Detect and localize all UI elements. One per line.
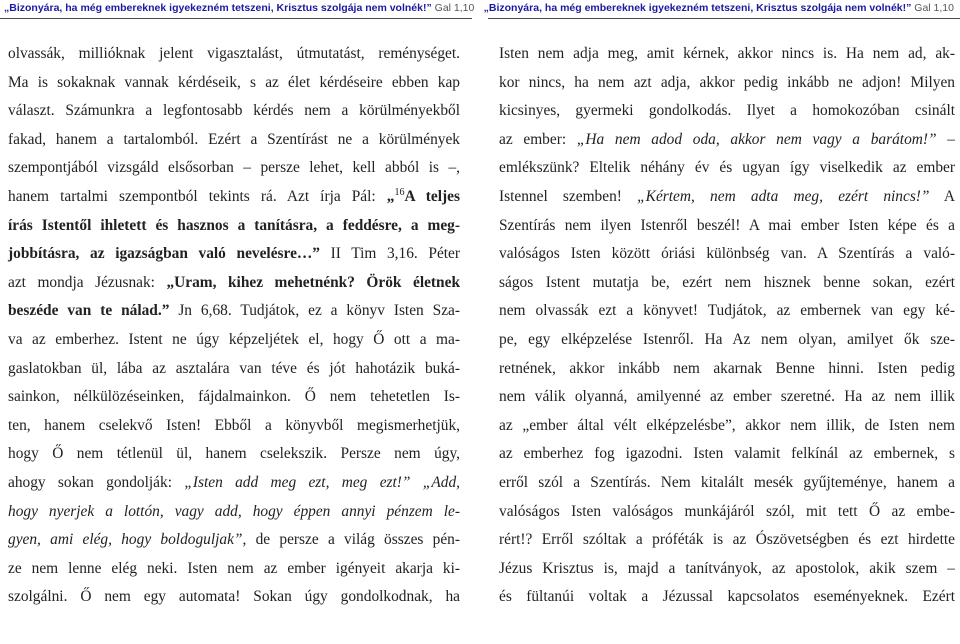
text-line (8, 526, 460, 555)
text-segment: írás Istentől ihletett és hasznos a tanításra, a feddésre, a meg- (8, 216, 460, 234)
text-line (8, 440, 460, 469)
text-segment: „Kértem, nem adta meg, ezért nincs!” (637, 187, 930, 205)
right-page-column (499, 40, 955, 612)
text-segment: sainkon, nélkülözéseinken, fájdalmainkon. Ő nem tehetetlen Is- (8, 388, 460, 406)
text-line (8, 383, 460, 412)
running-header-left (4, 0, 474, 16)
text-line (8, 297, 460, 326)
text-segment: olvassák, millióknak jelent vigasztalást, útmutatást, reménységet. (8, 45, 460, 62)
text-segment: Jn 6,68. Tudjátok, ez a könyv Isten Sza- (169, 302, 460, 320)
text-segment: hogy Ő nem tétlenül ül, hanem cselekszik. Persze nem úgy, (8, 445, 460, 463)
text-line (499, 498, 955, 527)
text-line (8, 212, 460, 241)
text-segment: jobbításra, az igazságban való nevelésre…” (8, 245, 320, 263)
text-segment: „Isten add meg ezt, meg ezt!” „Add, (184, 473, 460, 491)
text-line (8, 355, 460, 384)
text-line (8, 40, 460, 69)
text-segment: szempontjából vizsgáld elsősorban – persze lehet, kell abból is –, (8, 159, 460, 177)
text-line (499, 412, 955, 441)
text-line (499, 126, 955, 155)
text-line (8, 240, 460, 269)
text-line (499, 355, 955, 384)
header-quote: „Bizonyára, ha még embereknek igyekezném tetszeni, Krisztus szolgája nem volnék!” (483, 2, 912, 14)
header-reference: Gal 1,10 (911, 2, 954, 14)
text-segment: , de persze a világ összes pén- (242, 531, 460, 549)
text-segment: hanem tartalmi szempontból tekints rá. Azt írja Pál: (8, 187, 387, 205)
text-line (499, 440, 955, 469)
text-line (499, 555, 955, 584)
text-segment: Ma is sokaknak vannak kérdéseik, s az élet kérdéseire ebben kap (8, 73, 460, 91)
text-line (8, 555, 460, 584)
text-segment: nem válik olyanná, amilyenné az ember szeretné. Ha az nem illik (499, 388, 955, 406)
text-line (8, 498, 460, 527)
text-segment: Szentírás nem ilyen Istenről beszél! A mai ember Isten képe és a (499, 216, 955, 234)
text-segment: valóságos Isten valóságos munkájáról szól, mit tett Ő az embe- (499, 502, 955, 520)
text-line (499, 212, 955, 241)
text-segment: az „ember által vélt elképzelésbe”, akkor nem illik, de Isten nem (499, 416, 955, 434)
text-segment: A (929, 187, 955, 205)
text-segment: az emberhez fog igazodni. Isten valamit felkínál az embernek, s (499, 445, 955, 463)
text-segment: va az emberhez. Istent ne úgy képzeljétek el, hogy Ő ott a ma- (8, 330, 460, 348)
text-segment: szolgálni. Ő nem egy automata! Sokan úgy gondolkodnak, ha (8, 588, 460, 606)
text-line (499, 526, 955, 555)
header-reference: Gal 1,10 (431, 2, 475, 14)
text-segment: rért!? Erről szóltak a próféták is az Ószövetségben és ezt hirdette (499, 531, 955, 549)
text-segment: „Uram, kihez mehetnénk? Örök életnek (166, 273, 460, 291)
text-segment: ten, hanem cselekvő Isten! Ebből a könyvből megismerhetjük, (8, 416, 460, 434)
text-line (8, 97, 460, 126)
text-segment: gaslatokban ül, lába az asztalára van téve és jót hahotázik buká- (8, 359, 460, 377)
text-segment: beszéde van te nálad.” (8, 302, 170, 320)
text-line (499, 297, 955, 326)
text-segment: „Ha nem adod oda, akkor nem vagy a barátom!” (576, 130, 937, 148)
text-segment: Isten nem adja meg, amit kérnek, akkor nincs is. Ha nem ad, ak- (499, 45, 955, 62)
text-line (499, 469, 955, 498)
text-segment: A teljes (404, 187, 460, 205)
text-segment: „ (386, 187, 395, 205)
text-segment: választ. Számunkra a legfontosabb kérdés nem a körülményekből (8, 102, 460, 120)
left-page-column (8, 40, 460, 612)
text-line (8, 412, 460, 441)
text-line (8, 469, 460, 498)
text-line (8, 583, 460, 612)
header-quote: „Bizonyára, ha még embereknek igyekezném tetszeni, Krisztus szolgája nem volnék!” (4, 2, 432, 14)
text-segment: azt mondja Jézusnak: (8, 273, 167, 291)
text-segment: az ember: (499, 130, 577, 148)
verse-number: 16 (394, 186, 405, 198)
text-line (499, 154, 955, 183)
text-line (8, 326, 460, 355)
text-line (8, 183, 460, 212)
text-line (499, 183, 955, 212)
text-line (8, 126, 460, 155)
header-rule-left (0, 18, 472, 19)
text-segment: valóságos Isten között óriási különbség van. A Szentírás a való- (499, 245, 955, 263)
text-segment: pe, egy elképzelése Istenről. Ha Az nem olyan, amilyet ők sze- (499, 330, 955, 348)
text-segment: hogy nyerjek a lottón, vagy add, hogy éppen annyi pénzem le- (8, 502, 460, 520)
text-line (499, 269, 955, 298)
text-segment: II Tim 3,16. Péter (320, 245, 461, 263)
text-line (499, 583, 955, 612)
text-segment: ságos Istent mutatja be, ezért nem hisznek benne sokan, ezért (499, 273, 955, 291)
text-line (499, 40, 955, 69)
text-line (499, 383, 955, 412)
text-line (8, 154, 460, 183)
text-segment: erről szól a Szentírás. Nem kitalált mesék gyűjteménye, hanem a (499, 473, 955, 491)
text-segment: kicsinyes, gyermeki gondolkodás. Ilyet a homokozóban csinált (499, 102, 955, 120)
text-line (8, 269, 460, 298)
text-segment: nem olvassák ezt a könyvet! Tudjátok, az embernek van egy ké- (499, 302, 955, 320)
text-line (8, 69, 460, 98)
text-segment: kor nincs, ha nem azt adja, akkor pedig inkább ne adjon! Milyen (499, 73, 955, 91)
text-segment: Istennel szemben! (499, 187, 638, 205)
text-segment: Jézus Krisztus is, majd a tanítványok, az apostolok, akik szem – (499, 559, 955, 577)
text-line (499, 240, 955, 269)
text-segment: gyen, ami elég, hogy boldoguljak” (8, 531, 243, 549)
text-line (499, 97, 955, 126)
text-segment: – (936, 130, 955, 148)
text-segment: ze nem lenne elég neki. Isten nem az ember igényeit akarja ki- (8, 559, 460, 577)
text-segment: retnének, akkor inkább nem akarnak Benne hinni. Isten pedig (499, 359, 955, 377)
header-rule-right (488, 18, 960, 19)
text-segment: és fültanúi voltak a Jézussal kapcsolatos eseményeknek. Ezért (499, 588, 955, 606)
text-segment: fakad, hanem a tartalomból. Ezért a Szentírást ne a körülmények (8, 130, 460, 148)
running-header-right (484, 0, 954, 16)
text-line (499, 326, 955, 355)
text-segment: emlékszünk? Eltelik néhány év és ugyan így viselkedik az ember (499, 159, 955, 177)
text-segment: ahogy sokan gondolják: (8, 473, 185, 491)
text-line (499, 69, 955, 98)
